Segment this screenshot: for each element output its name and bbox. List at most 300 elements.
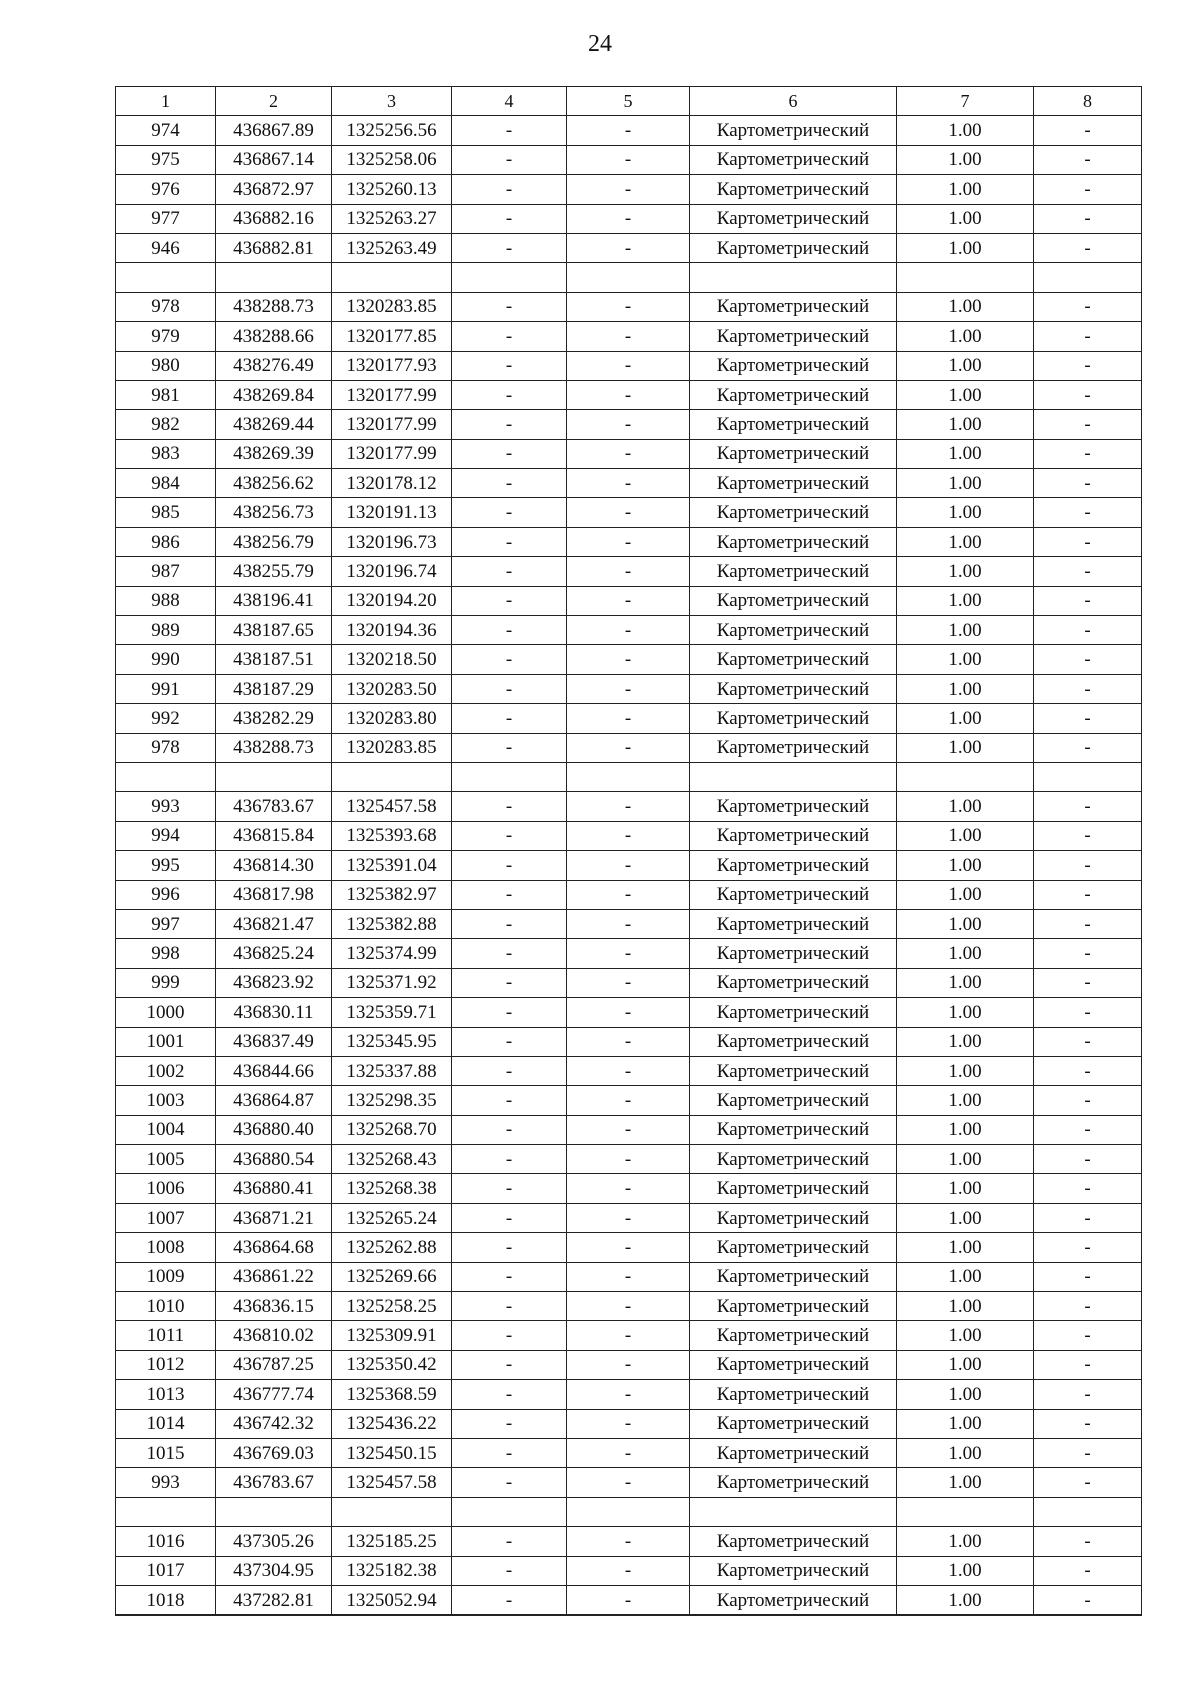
x-coordinate-cell: 438256.79 [216,527,332,556]
table-row [116,1409,1142,1438]
table-row [116,880,1142,909]
y-coordinate-cell: 1325258.06 [332,145,452,174]
point-number-cell: 1012 [116,1350,216,1379]
column-8-cell: - [1034,498,1142,527]
y-coordinate-cell: 1325391.04 [332,851,452,880]
accuracy-cell: 1.00 [897,1409,1034,1438]
point-number-cell: 1013 [116,1380,216,1409]
separator-row [116,1497,1142,1526]
method-cell: Картометрический [690,821,897,850]
column-8-cell: - [1034,1027,1142,1056]
column-4-cell: - [452,116,567,145]
accuracy-cell: 1.00 [897,1468,1034,1497]
column-8-cell: - [1034,116,1142,145]
x-coordinate-cell: 438256.62 [216,469,332,498]
column-4-cell: - [452,851,567,880]
column-8-cell: - [1034,1203,1142,1232]
x-coordinate-cell: 436783.67 [216,1468,332,1497]
column-8-cell: - [1034,1292,1142,1321]
column-4-cell: - [452,939,567,968]
column-8-cell: - [1034,204,1142,233]
table-row [116,733,1142,762]
column-5-cell: - [567,939,690,968]
column-5-cell: - [567,1203,690,1232]
column-4-cell: - [452,380,567,409]
x-coordinate-cell: 438196.41 [216,586,332,615]
column-5-cell: - [567,1174,690,1203]
method-cell: Картометрический [690,998,897,1027]
method-cell: Картометрический [690,1527,897,1556]
column-5-cell: - [567,1350,690,1379]
x-coordinate-cell: 436880.54 [216,1145,332,1174]
method-cell: Картометрический [690,1262,897,1291]
y-coordinate-cell: 1320191.13 [332,498,452,527]
column-8-cell: - [1034,704,1142,733]
method-cell: Картометрический [690,469,897,498]
column-4-cell: - [452,439,567,468]
y-coordinate-cell: 1320177.99 [332,439,452,468]
point-number-cell: 979 [116,322,216,351]
y-coordinate-cell: 1325350.42 [332,1350,452,1379]
point-number-cell: 976 [116,175,216,204]
accuracy-cell: 1.00 [897,1380,1034,1409]
column-5-cell: - [567,1585,690,1615]
column-5-cell: - [567,821,690,850]
column-5-cell: - [567,469,690,498]
table-row [116,116,1142,145]
x-coordinate-cell: 438276.49 [216,351,332,380]
column-8-cell: - [1034,380,1142,409]
method-cell: Картометрический [690,1086,897,1115]
point-number-cell: 988 [116,586,216,615]
coordinates-table [115,86,1142,1616]
method-cell: Картометрический [690,1350,897,1379]
method-cell: Картометрический [690,1027,897,1056]
accuracy-cell: 1.00 [897,1233,1034,1262]
method-cell: Картометрический [690,351,897,380]
column-4-cell: - [452,498,567,527]
accuracy-cell: 1.00 [897,1262,1034,1291]
x-coordinate-cell: 436810.02 [216,1321,332,1350]
table-row [116,498,1142,527]
column-8-cell: - [1034,616,1142,645]
point-number-cell: 974 [116,116,216,145]
point-number-cell: 1010 [116,1292,216,1321]
column-4-cell: - [452,1056,567,1085]
y-coordinate-cell: 1325382.97 [332,880,452,909]
point-number-cell [116,1497,216,1526]
method-cell: Картометрический [690,792,897,821]
accuracy-cell [897,762,1034,791]
method-cell: Картометрический [690,1203,897,1232]
y-coordinate-cell: 1325345.95 [332,1027,452,1056]
y-coordinate-cell: 1325265.24 [332,1203,452,1232]
method-cell [690,263,897,292]
x-coordinate-cell: 436815.84 [216,821,332,850]
x-coordinate-cell: 438187.29 [216,674,332,703]
method-cell: Картометрический [690,322,897,351]
table-row [116,292,1142,321]
accuracy-cell: 1.00 [897,410,1034,439]
column-8-cell: - [1034,1115,1142,1144]
point-number-cell: 996 [116,880,216,909]
point-number-cell: 975 [116,145,216,174]
column-8-cell: - [1034,1409,1142,1438]
x-coordinate-cell: 436742.32 [216,1409,332,1438]
method-cell: Картометрический [690,116,897,145]
point-number-cell: 1004 [116,1115,216,1144]
x-coordinate-cell: 436769.03 [216,1438,332,1467]
point-number-cell: 1011 [116,1321,216,1350]
column-4-cell: - [452,469,567,498]
y-coordinate-cell: 1320194.36 [332,616,452,645]
method-cell: Картометрический [690,204,897,233]
y-coordinate-cell [332,1497,452,1526]
accuracy-cell: 1.00 [897,674,1034,703]
table-row [116,1468,1142,1497]
method-cell: Картометрический [690,439,897,468]
point-number-cell: 1002 [116,1056,216,1085]
y-coordinate-cell: 1325436.22 [332,1409,452,1438]
x-coordinate-cell: 436880.41 [216,1174,332,1203]
x-coordinate-cell: 436861.22 [216,1262,332,1291]
table-row [116,1174,1142,1203]
column-4-cell [452,762,567,791]
table-row [116,1262,1142,1291]
column-4-cell: - [452,204,567,233]
method-cell: Картометрический [690,233,897,262]
x-coordinate-cell: 438288.66 [216,322,332,351]
column-5-cell: - [567,968,690,997]
column-4-cell: - [452,998,567,1027]
table-row [116,527,1142,556]
point-number-cell: 946 [116,233,216,262]
table-row [116,998,1142,1027]
column-5-cell: - [567,322,690,351]
column-8-cell: - [1034,1233,1142,1262]
column-header-6: 6 [690,87,897,116]
column-8-cell: - [1034,1086,1142,1115]
column-4-cell: - [452,586,567,615]
column-8-cell: - [1034,145,1142,174]
column-8-cell: - [1034,1145,1142,1174]
table-row [116,1292,1142,1321]
accuracy-cell: 1.00 [897,616,1034,645]
x-coordinate-cell: 436882.81 [216,233,332,262]
y-coordinate-cell: 1320283.85 [332,733,452,762]
table-row [116,821,1142,850]
point-number-cell: 1015 [116,1438,216,1467]
column-4-cell: - [452,733,567,762]
column-5-cell: - [567,616,690,645]
column-5-cell: - [567,498,690,527]
accuracy-cell: 1.00 [897,498,1034,527]
table-row [116,204,1142,233]
column-4-cell: - [452,351,567,380]
column-4-cell [452,263,567,292]
accuracy-cell: 1.00 [897,204,1034,233]
table-row [116,439,1142,468]
column-5-cell: - [567,1027,690,1056]
accuracy-cell: 1.00 [897,292,1034,321]
table-row [116,616,1142,645]
accuracy-cell: 1.00 [897,1321,1034,1350]
x-coordinate-cell [216,1497,332,1526]
point-number-cell: 984 [116,469,216,498]
x-coordinate-cell: 436867.14 [216,145,332,174]
column-4-cell: - [452,175,567,204]
method-cell: Картометрический [690,939,897,968]
point-number-cell: 994 [116,821,216,850]
accuracy-cell: 1.00 [897,145,1034,174]
table-row [116,1203,1142,1232]
column-5-cell: - [567,1233,690,1262]
table-row [116,939,1142,968]
column-4-cell: - [452,1350,567,1379]
x-coordinate-cell: 438288.73 [216,733,332,762]
x-coordinate-cell: 436830.11 [216,998,332,1027]
table-row [116,175,1142,204]
column-8-cell: - [1034,586,1142,615]
table-row [116,851,1142,880]
point-number-cell: 993 [116,1468,216,1497]
column-4-cell: - [452,1468,567,1497]
column-8-cell: - [1034,792,1142,821]
column-5-cell [567,762,690,791]
method-cell: Картометрический [690,380,897,409]
column-8-cell: - [1034,1438,1142,1467]
table-row [116,351,1142,380]
column-5-cell: - [567,233,690,262]
point-number-cell: 978 [116,292,216,321]
x-coordinate-cell: 436823.92 [216,968,332,997]
accuracy-cell: 1.00 [897,1174,1034,1203]
method-cell: Картометрический [690,175,897,204]
column-5-cell: - [567,1321,690,1350]
column-8-cell: - [1034,1468,1142,1497]
y-coordinate-cell: 1325185.25 [332,1527,452,1556]
column-5-cell: - [567,1527,690,1556]
table-row [116,1027,1142,1056]
column-5-cell: - [567,439,690,468]
table-row [116,1438,1142,1467]
accuracy-cell: 1.00 [897,733,1034,762]
column-4-cell: - [452,968,567,997]
y-coordinate-cell: 1325393.68 [332,821,452,850]
y-coordinate-cell: 1325337.88 [332,1056,452,1085]
accuracy-cell: 1.00 [897,469,1034,498]
column-4-cell: - [452,1233,567,1262]
y-coordinate-cell: 1320177.99 [332,410,452,439]
column-8-cell: - [1034,175,1142,204]
column-4-cell: - [452,557,567,586]
table-row [116,145,1142,174]
y-coordinate-cell: 1325262.88 [332,1233,452,1262]
column-5-cell: - [567,557,690,586]
y-coordinate-cell: 1325268.70 [332,1115,452,1144]
accuracy-cell [897,1497,1034,1526]
table-row [116,704,1142,733]
point-number-cell: 998 [116,939,216,968]
column-5-cell [567,1497,690,1526]
column-8-cell: - [1034,880,1142,909]
column-8-cell: - [1034,1350,1142,1379]
column-4-cell: - [452,1262,567,1291]
method-cell: Картометрический [690,645,897,674]
x-coordinate-cell: 437282.81 [216,1585,332,1615]
x-coordinate-cell: 436821.47 [216,909,332,938]
x-coordinate-cell: 438256.73 [216,498,332,527]
method-cell: Картометрический [690,1292,897,1321]
accuracy-cell: 1.00 [897,557,1034,586]
column-8-cell: - [1034,233,1142,262]
table-row [116,1115,1142,1144]
y-coordinate-cell: 1325182.38 [332,1556,452,1585]
point-number-cell: 977 [116,204,216,233]
accuracy-cell: 1.00 [897,968,1034,997]
accuracy-cell [897,263,1034,292]
accuracy-cell: 1.00 [897,233,1034,262]
table-row [116,1380,1142,1409]
accuracy-cell: 1.00 [897,1145,1034,1174]
table-row [116,410,1142,439]
accuracy-cell: 1.00 [897,1438,1034,1467]
column-8-cell: - [1034,851,1142,880]
column-8-cell: - [1034,821,1142,850]
point-number-cell: 1001 [116,1027,216,1056]
point-number-cell: 1005 [116,1145,216,1174]
y-coordinate-cell: 1325309.91 [332,1321,452,1350]
y-coordinate-cell: 1325256.56 [332,116,452,145]
accuracy-cell: 1.00 [897,380,1034,409]
accuracy-cell: 1.00 [897,322,1034,351]
point-number-cell: 993 [116,792,216,821]
method-cell: Картометрический [690,145,897,174]
table-header [116,87,1142,116]
accuracy-cell: 1.00 [897,175,1034,204]
y-coordinate-cell: 1325298.35 [332,1086,452,1115]
x-coordinate-cell: 436825.24 [216,939,332,968]
column-8-cell: - [1034,527,1142,556]
table-row [116,909,1142,938]
method-cell: Картометрический [690,616,897,645]
table-row [116,645,1142,674]
column-4-cell: - [452,527,567,556]
column-4-cell: - [452,1027,567,1056]
column-8-cell: - [1034,439,1142,468]
y-coordinate-cell: 1320218.50 [332,645,452,674]
column-5-cell: - [567,645,690,674]
column-5-cell: - [567,1086,690,1115]
accuracy-cell: 1.00 [897,821,1034,850]
accuracy-cell: 1.00 [897,351,1034,380]
method-cell: Картометрический [690,527,897,556]
table-row [116,380,1142,409]
column-header-8: 8 [1034,87,1142,116]
column-4-cell [452,1497,567,1526]
column-8-cell: - [1034,1585,1142,1615]
table-row [116,1321,1142,1350]
column-4-cell: - [452,1409,567,1438]
column-5-cell: - [567,1145,690,1174]
column-4-cell: - [452,1585,567,1615]
method-cell: Картометрический [690,292,897,321]
accuracy-cell: 1.00 [897,998,1034,1027]
x-coordinate-cell: 436864.87 [216,1086,332,1115]
column-4-cell: - [452,909,567,938]
x-coordinate-cell: 436777.74 [216,1380,332,1409]
x-coordinate-cell: 436872.97 [216,175,332,204]
x-coordinate-cell: 438187.51 [216,645,332,674]
column-8-cell: - [1034,1262,1142,1291]
header-row [116,87,1142,116]
column-8-cell [1034,263,1142,292]
point-number-cell: 1016 [116,1527,216,1556]
x-coordinate-cell: 436836.15 [216,1292,332,1321]
column-5-cell: - [567,380,690,409]
method-cell: Картометрический [690,733,897,762]
column-5-cell: - [567,1115,690,1144]
point-number-cell: 989 [116,616,216,645]
column-4-cell: - [452,233,567,262]
accuracy-cell: 1.00 [897,1115,1034,1144]
column-5-cell: - [567,1556,690,1585]
point-number-cell: 1014 [116,1409,216,1438]
x-coordinate-cell: 436844.66 [216,1056,332,1085]
point-number-cell: 1006 [116,1174,216,1203]
method-cell: Картометрический [690,410,897,439]
y-coordinate-cell: 1325260.13 [332,175,452,204]
method-cell: Картометрический [690,1056,897,1085]
column-4-cell: - [452,1527,567,1556]
column-8-cell: - [1034,968,1142,997]
column-5-cell: - [567,674,690,703]
y-coordinate-cell: 1325268.38 [332,1174,452,1203]
accuracy-cell: 1.00 [897,704,1034,733]
column-header-5: 5 [567,87,690,116]
y-coordinate-cell [332,762,452,791]
y-coordinate-cell: 1320196.74 [332,557,452,586]
table-row [116,469,1142,498]
column-8-cell: - [1034,733,1142,762]
column-4-cell: - [452,704,567,733]
table-row [116,557,1142,586]
column-5-cell: - [567,733,690,762]
point-number-cell: 986 [116,527,216,556]
point-number-cell: 1009 [116,1262,216,1291]
accuracy-cell: 1.00 [897,1203,1034,1232]
y-coordinate-cell: 1320177.99 [332,380,452,409]
y-coordinate-cell: 1320178.12 [332,469,452,498]
x-coordinate-cell [216,263,332,292]
column-8-cell: - [1034,351,1142,380]
column-8-cell: - [1034,674,1142,703]
x-coordinate-cell [216,762,332,791]
y-coordinate-cell: 1320177.85 [332,322,452,351]
column-8-cell: - [1034,645,1142,674]
accuracy-cell: 1.00 [897,439,1034,468]
column-5-cell: - [567,1262,690,1291]
y-coordinate-cell: 1325268.43 [332,1145,452,1174]
method-cell: Картометрический [690,586,897,615]
y-coordinate-cell: 1325382.88 [332,909,452,938]
column-5-cell: - [567,292,690,321]
column-4-cell: - [452,1145,567,1174]
column-4-cell: - [452,674,567,703]
page-number: 24 [588,31,612,57]
y-coordinate-cell: 1325368.59 [332,1380,452,1409]
x-coordinate-cell: 438187.65 [216,616,332,645]
